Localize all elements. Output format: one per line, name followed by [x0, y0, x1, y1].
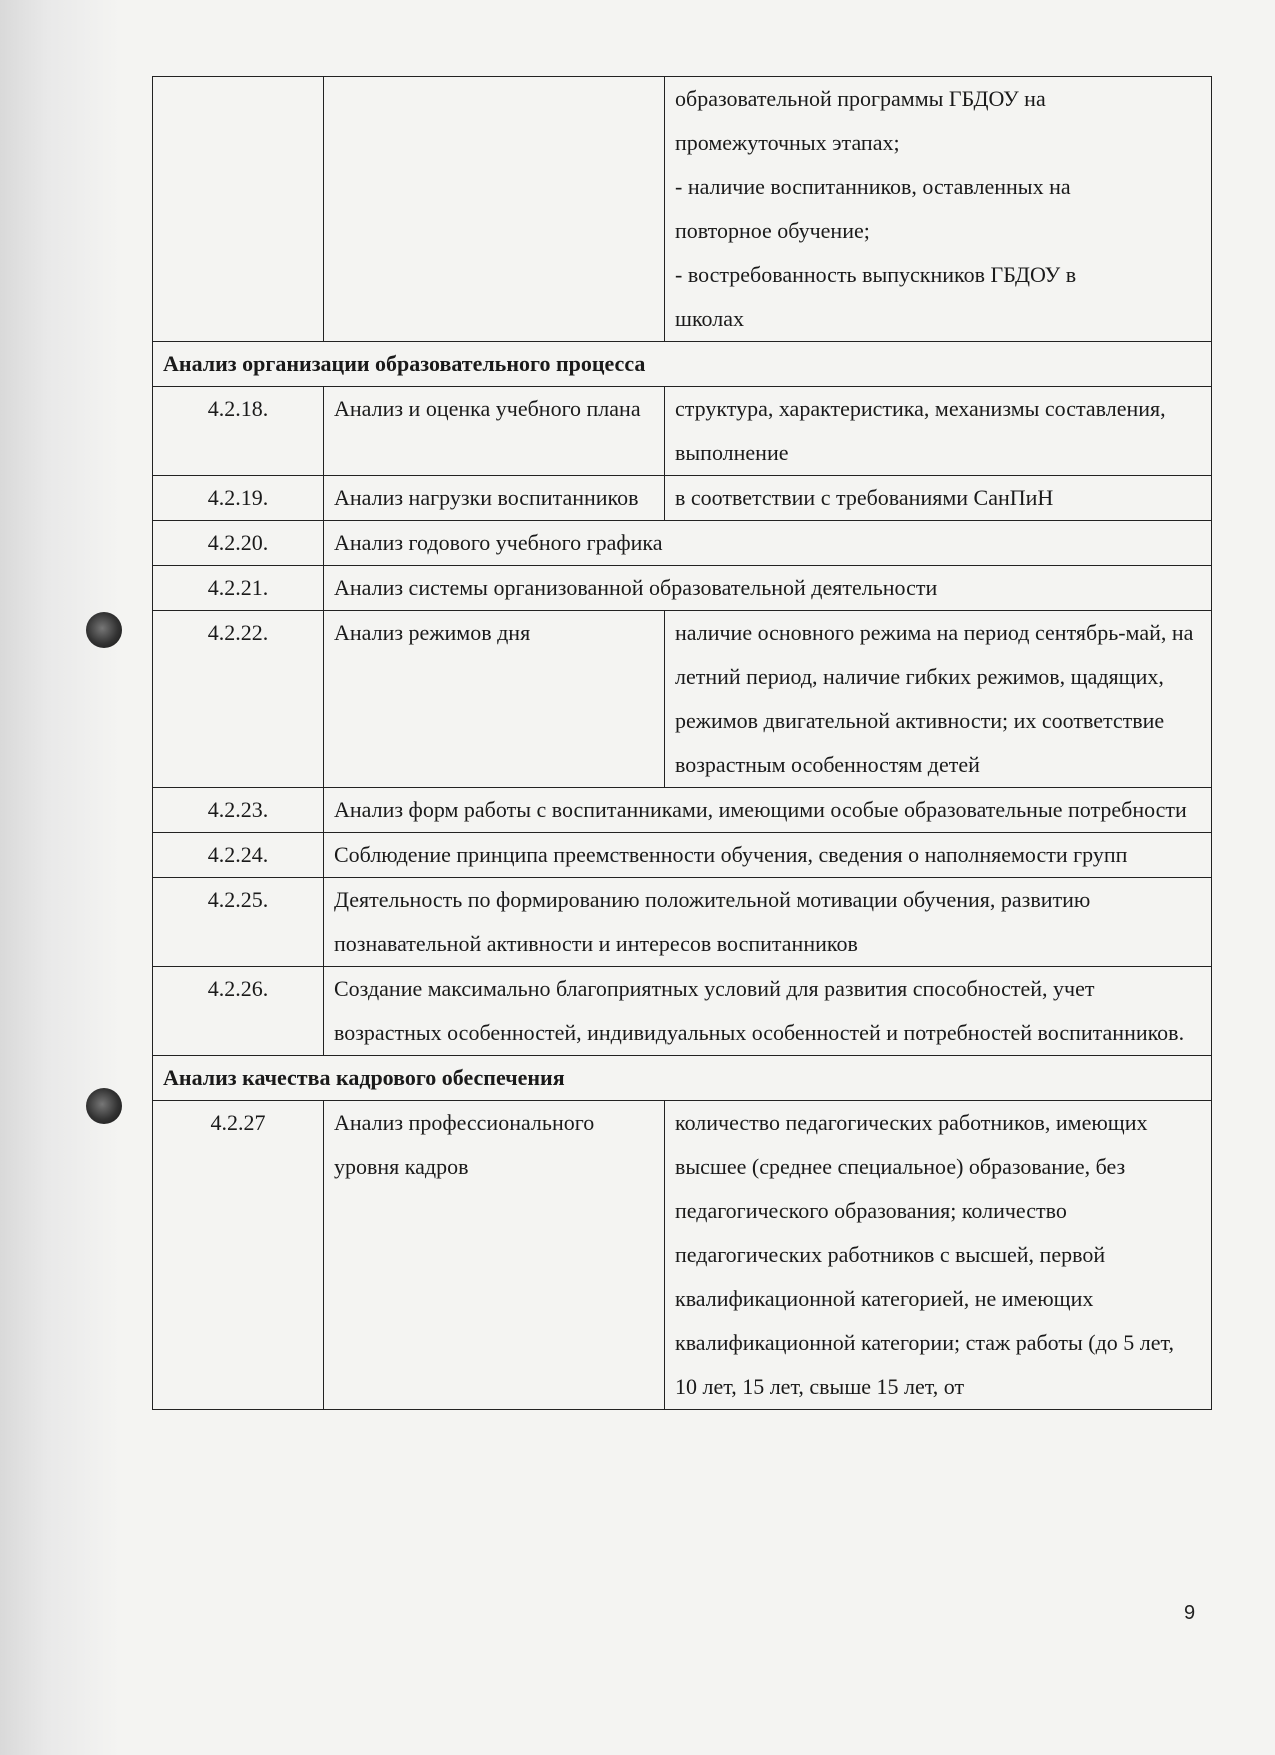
desc-line: - наличие воспитанников, оставленных на	[675, 174, 1071, 199]
section-title: Анализ организации образовательного процесса	[153, 342, 1212, 387]
row-title: Деятельность по формированию положительной мотивации обучения, развитию познавательной активности и интересов воспитанников	[324, 878, 1212, 967]
row-description: в соответствии с требованиями СанПиН	[665, 476, 1212, 521]
table-row	[153, 1101, 1212, 1410]
row-title: Анализ режимов дня	[324, 611, 665, 788]
row-description: количество педагогических работников, имеющих высшее (среднее специальное) образование, без педагогического образования; количество педагогических работников с высшей, первой квалификационной категорией, не имеющих квалификационной категории; стаж работы (до 5 лет, 10 лет, 15 лет, свыше 15 лет, от	[665, 1101, 1212, 1410]
table-row	[153, 566, 1212, 611]
analysis-table	[152, 76, 1212, 1410]
table-row	[153, 967, 1212, 1056]
row-title: Анализ системы организованной образовательной деятельности	[324, 566, 1212, 611]
table-row	[153, 878, 1212, 967]
row-number: 4.2.27	[153, 1101, 324, 1410]
binder-hole-top	[86, 612, 122, 648]
page-edge-shadow	[0, 0, 120, 1755]
table-row	[153, 521, 1212, 566]
desc-line: школах	[675, 306, 744, 331]
row-description: структура, характеристика, механизмы составления, выполнение	[665, 387, 1212, 476]
row-number: 4.2.25.	[153, 878, 324, 967]
row-number: 4.2.24.	[153, 833, 324, 878]
row-title: Анализ годового учебного графика	[324, 521, 1212, 566]
page-number: 9	[1184, 1602, 1196, 1624]
row-title: Анализ профессионального уровня кадров	[324, 1101, 665, 1410]
table-row	[153, 788, 1212, 833]
row-number: 4.2.19.	[153, 476, 324, 521]
row-title	[324, 77, 665, 342]
desc-line: промежуточных этапах;	[675, 130, 900, 155]
binder-hole-bottom	[86, 1088, 122, 1124]
table-row	[153, 611, 1212, 788]
table-row	[153, 77, 1212, 342]
row-title: Анализ нагрузки воспитанников	[324, 476, 665, 521]
row-description	[665, 77, 1212, 342]
row-title: Анализ и оценка учебного плана	[324, 387, 665, 476]
row-title: Соблюдение принципа преемственности обучения, сведения о наполняемости групп	[324, 833, 1212, 878]
desc-line: образовательной программы ГБДОУ на	[675, 86, 1046, 111]
row-number: 4.2.23.	[153, 788, 324, 833]
section-title: Анализ качества кадрового обеспечения	[153, 1056, 1212, 1101]
desc-line: повторное обучение;	[675, 218, 870, 243]
row-number	[153, 77, 324, 342]
table-row	[153, 387, 1212, 476]
table-row	[153, 476, 1212, 521]
row-title: Анализ форм работы с воспитанниками, имеющими особые образовательные потребности	[324, 788, 1212, 833]
row-description: наличие основного режима на период сентябрь-май, на летний период, наличие гибких режимов, щадящих, режимов двигательной активности; их соответствие возрастным особенностям детей	[665, 611, 1212, 788]
row-number: 4.2.26.	[153, 967, 324, 1056]
row-title: Создание максимально благоприятных условий для развития способностей, учет возрастных особенностей, индивидуальных особенностей и потребностей воспитанников.	[324, 967, 1212, 1056]
row-number: 4.2.18.	[153, 387, 324, 476]
section-header-row	[153, 342, 1212, 387]
row-number: 4.2.20.	[153, 521, 324, 566]
row-number: 4.2.21.	[153, 566, 324, 611]
desc-line: - востребованность выпускников ГБДОУ в	[675, 262, 1077, 287]
row-number: 4.2.22.	[153, 611, 324, 788]
section-header-row	[153, 1056, 1212, 1101]
table-row	[153, 833, 1212, 878]
